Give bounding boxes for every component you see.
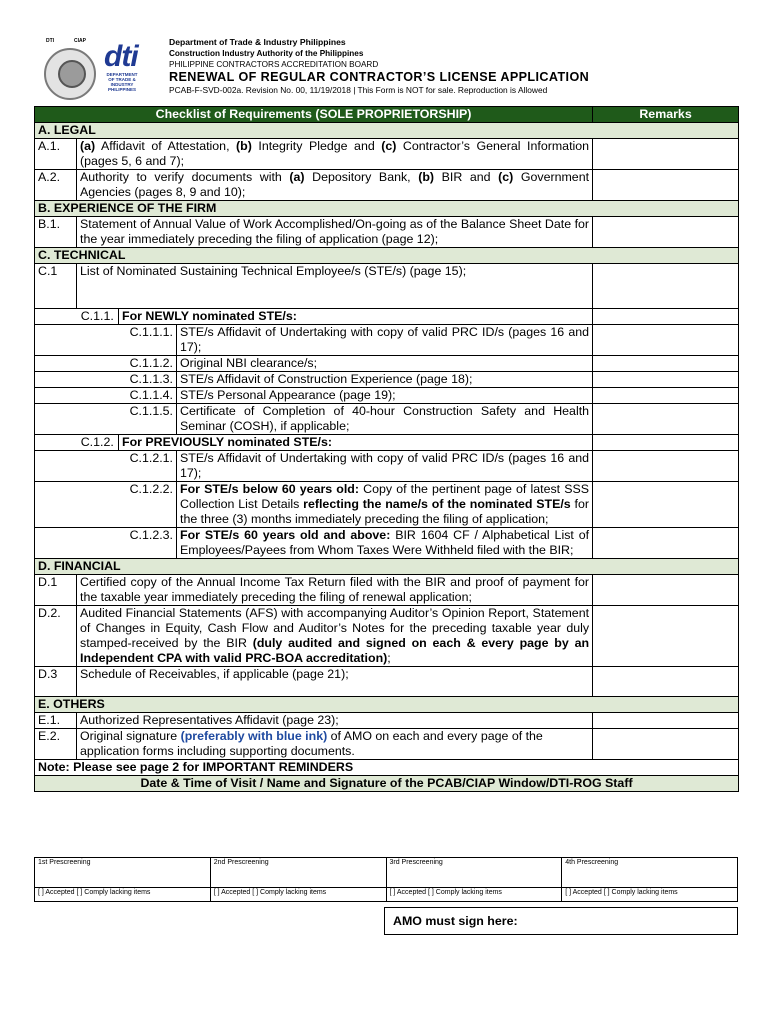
table-row: C.1.1. For NEWLY nominated STE/s: (35, 309, 739, 325)
remarks-column-header: Remarks (593, 107, 739, 123)
table-row: C.1.1.2. Original NBI clearance/s; (35, 356, 739, 372)
remarks-cell[interactable] (593, 264, 739, 309)
prescreening-3-status[interactable]: [ ] Accepted [ ] Comply lacking items (386, 888, 562, 902)
prescreening-1-cell[interactable]: 1st Prescreening (35, 858, 211, 888)
remarks-cell[interactable] (593, 482, 739, 528)
prescreening-4-cell[interactable]: 4th Prescreening (562, 858, 738, 888)
remarks-cell[interactable] (593, 325, 739, 356)
table-header (35, 107, 739, 123)
remarks-cell[interactable] (593, 372, 739, 388)
table-row: C.1.1.5. Certificate of Completion of 40-hour Construction Safety and Health Seminar (COSH), if applicable; (35, 404, 739, 435)
dti-logo-icon: dti DEPARTMENT OF TRADE & INDUSTRY PHILIPPINES (104, 40, 138, 92)
section-row: D. FINANCIAL (35, 559, 739, 575)
remarks-cell[interactable] (593, 356, 739, 372)
remarks-cell[interactable] (593, 667, 739, 697)
table-row: C.1.2.1. STE/s Affidavit of Undertaking with copy of valid PRC ID/s (pages 16 and 17); (35, 451, 739, 482)
note-row: Note: Please see page 2 for IMPORTANT REMINDERS (35, 760, 739, 776)
amo-signature-box[interactable]: AMO must sign here: (384, 907, 738, 935)
table-row: D.2. Audited Financial Statements (AFS) with accompanying Auditor’s Opinion Report, Statement of Changes in Equity, Cash Flow and Auditor’s Notes for the preceding taxable year duly stamped-received by the BIR (duly audited and signed on each & every page by an Independent CPA with valid PRC-BOA accreditation); (35, 606, 739, 667)
header-text (169, 37, 589, 96)
prescreening-2-cell[interactable]: 2nd Prescreening (210, 858, 386, 888)
remarks-cell[interactable] (593, 139, 739, 170)
remarks-cell[interactable] (593, 404, 739, 435)
form-header (0, 30, 768, 102)
table-row: D.1 Certified copy of the Annual Income Tax Return filed with the BIR and proof of payment for the taxable year immediately preceding the filing of renewal application; (35, 575, 739, 606)
table-row: C.1.2.3. For STE/s 60 years old and above: BIR 1604 CF / Alphabetical List of Employees/Payees from Whom Taxes Were Withheld filed with the BIR; (35, 528, 739, 559)
table-row: C.1.2. For PREVIOUSLY nominated STE/s: (35, 435, 739, 451)
visit-header-row: Date & Time of Visit / Name and Signature of the PCAB/CIAP Window/DTI-ROG Staff (35, 776, 739, 792)
remarks-cell[interactable] (593, 435, 739, 451)
remarks-cell[interactable] (593, 606, 739, 667)
table-row: E.2. Original signature (preferably with blue ink) of AMO on each and every page of the application forms including supporting documents. (35, 729, 739, 760)
remarks-cell[interactable] (593, 451, 739, 482)
remarks-cell[interactable] (593, 528, 739, 559)
section-row: E. OTHERS (35, 697, 739, 713)
prescreening-3-cell[interactable]: 3rd Prescreening (386, 858, 562, 888)
prescreening-table (34, 857, 738, 902)
agency-line-2: Construction Industry Authority of the Philippines (169, 49, 364, 58)
table-row: B.1. Statement of Annual Value of Work Accomplished/On-going as of the Balance Sheet Date for the year immediately preceding the filing of application (page 12); (35, 217, 739, 248)
table-row: D.3 Schedule of Receivables, if applicable (page 21); (35, 667, 739, 697)
table-row: C.1.1.3. STE/s Affidavit of Construction Experience (page 18); (35, 372, 739, 388)
remarks-cell[interactable] (593, 729, 739, 760)
table-row: A.2. Authority to verify documents with (a) Depository Bank, (b) BIR and (c) Government Agencies (pages 8, 9 and 10); (35, 170, 739, 201)
remarks-cell[interactable] (593, 309, 739, 325)
section-row: B. EXPERIENCE OF THE FIRM (35, 201, 739, 217)
table-row: C.1.1.4. STE/s Personal Appearance (page 19); (35, 388, 739, 404)
section-row: C. TECHNICAL (35, 248, 739, 264)
form-subtitle: PCAB-F-SVD-002a. Revision No. 00, 11/19/2018 | This Form is NOT for sale. Reproduction is Allowed (169, 85, 548, 95)
dti-seal-label: DTI (46, 38, 55, 44)
prescreening-4-status[interactable]: [ ] Accepted [ ] Comply lacking items (562, 888, 738, 902)
checklist-column-header: Checklist of Requirements (SOLE PROPRIETORSHIP) (35, 107, 593, 123)
table-row: C.1.1.1. STE/s Affidavit of Undertaking with copy of valid PRC ID/s (pages 16 and 17); (35, 325, 739, 356)
remarks-cell[interactable] (593, 388, 739, 404)
table-row: C.1 List of Nominated Sustaining Technical Employee/s (STE/s) (page 15); (35, 264, 739, 309)
form-title: RENEWAL OF REGULAR CONTRACTOR’S LICENSE APPLICATION (169, 70, 590, 84)
table-row: A.1. (a) Affidavit of Attestation, (b) Integrity Pledge and (c) Contractor’s General Information (pages 5, 6 and 7); (35, 139, 739, 170)
remarks-cell[interactable] (593, 170, 739, 201)
section-row: A. LEGAL (35, 123, 739, 139)
prescreening-1-status[interactable]: [ ] Accepted [ ] Comply lacking items (35, 888, 211, 902)
agency-line-3: PHILIPPINE CONTRACTORS ACCREDITATION BOARD (169, 60, 379, 69)
checklist-table (34, 106, 739, 792)
table-row: E.1. Authorized Representatives Affidavit (page 23); (35, 713, 739, 729)
remarks-cell[interactable] (593, 575, 739, 606)
prescreening-2-status[interactable]: [ ] Accepted [ ] Comply lacking items (210, 888, 386, 902)
ciap-seal-icon (44, 48, 96, 100)
remarks-cell[interactable] (593, 713, 739, 729)
agency-line-1: Department of Trade & Industry Philippines (169, 37, 346, 47)
table-row: C.1.2.2. For STE/s below 60 years old: Copy of the pertinent page of latest SSS Collection List Details reflecting the name/s of the nominated STE/s for the three (3) months immediately preceding the filing of application; (35, 482, 739, 528)
logos (44, 38, 156, 102)
ciap-seal-label: CIAP (74, 38, 86, 44)
remarks-cell[interactable] (593, 217, 739, 248)
